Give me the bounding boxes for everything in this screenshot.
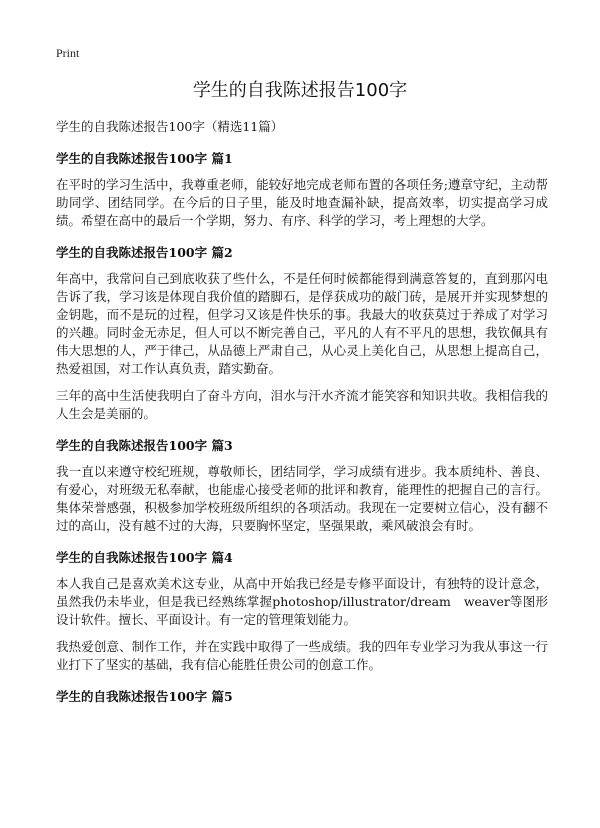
section-4 [56, 549, 548, 674]
document-subtitle: 学生的自我陈述报告100字（精选11篇） [56, 119, 284, 134]
section-paragraph: 三年的高中生活使我明白了奋斗方向，泪水与汗水齐流才能笑容和知识共收。我相信我的人生会是美丽的。 [56, 388, 548, 421]
section-2 [56, 244, 548, 423]
section-1 [56, 150, 548, 230]
section-heading: 学生的自我陈述报告100字 篇2 [56, 245, 233, 260]
document-body [56, 118, 548, 720]
section-paragraph: 我一直以来遵守校纪班规，尊敬师长，团结同学，学习成绩有进步。我本质纯朴、善良、有爱心，对班级无私奉献，也能虚心接受老师的批评和教育，能理性的把握自己的言行。集体荣誉感强，积极参加学校班级所组织的各项活动。我现在一定要树立信心，没有翻不过的高山，没有越不过的大海，只要胸怀坚定，坚强果敢，乘风破浪会有时。 [56, 464, 548, 533]
section-paragraph: 年高中，我常问自己到底收获了些什么，不是任何时候都能得到满意答复的，直到那闪电告诉了我，学习该是体现自我价值的踏脚石，是俘获成功的敲门砖，是展开并实现梦想的金钥匙，而不是玩的过程，但学习又该是件快乐的事。我最大的收获莫过于养成了对学习的兴趣。同时金无赤足，但人可以不断完善自己，平凡的人有不平凡的思想，我钦佩具有伟大思想的人，严于律己，从品德上严肃自己，从心灵上美化自己，从思想上提高自己，热爱祖国，对工作认真负责，踏实勤奋。 [56, 271, 548, 376]
page-title: 学生的自我陈述报告100字 [192, 80, 408, 101]
section-heading: 学生的自我陈述报告100字 篇3 [56, 438, 233, 453]
section-paragraph: 在平时的学习生活中，我尊重老师，能较好地完成老师布置的各项任务;遵章守纪，主动帮助同学、团结同学。在今后的日子里，能及时地查漏补缺，提高效率，切实提高学习成绩。希望在高中的最后一个学期，努力、有序、科学的学习，考上理想的大学。 [56, 177, 548, 228]
section-heading: 学生的自我陈述报告100字 篇4 [56, 550, 233, 565]
section-heading: 学生的自我陈述报告100字 篇1 [56, 151, 233, 166]
section-5 [56, 688, 548, 706]
section-heading: 学生的自我陈述报告100字 篇5 [56, 689, 233, 704]
section-3 [56, 437, 548, 535]
print-link[interactable]: Print [56, 46, 80, 60]
section-paragraph: 本人我自己是喜欢美术这专业，从高中开始我已经是专修平面设计，有独特的设计意念，虽然我仍未毕业，但是我已经熟练掌握photoshop/illustrator/dream weaver等图形设计软件。擅长、平面设计。有一定的管理策划能力。 [56, 576, 548, 627]
section-paragraph: 我热爱创意、制作工作，并在实践中取得了一些成绩。我的四年专业学习为我从事这一行业打下了坚实的基础，我有信心能胜任贵公司的创意工作。 [56, 639, 548, 672]
